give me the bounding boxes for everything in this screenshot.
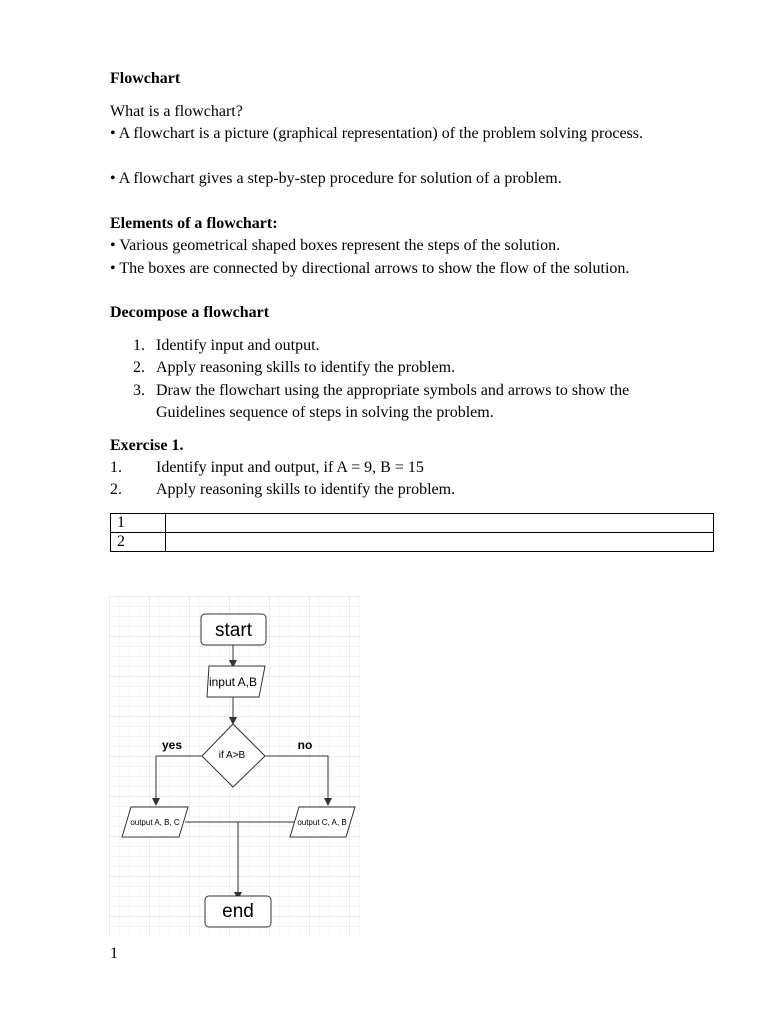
decompose-step-num-2: 2. (133, 359, 145, 376)
input-label: input A,B (208, 675, 258, 689)
decompose-step-1: Identify input and output. (156, 337, 320, 354)
table-row (111, 533, 714, 552)
end-label: end (222, 901, 254, 922)
elements-bullet-1: • Various geometrical shaped boxes represent the steps of the solution. (110, 237, 561, 254)
decompose-step-3: Draw the flowchart using the appropriate symbols and arrows to show the (156, 382, 630, 399)
exercise-item-num-1: 1. (110, 459, 122, 476)
exercise-item-num-2: 2. (110, 481, 122, 498)
table-cell-num: 1 (111, 514, 166, 533)
exercise-heading: Exercise 1. (110, 437, 184, 454)
yes-label: yes (161, 738, 183, 752)
exercise-item-2: Apply reasoning skills to identify the problem. (156, 481, 456, 498)
intro-bullet-1: • A flowchart is a picture (graphical representation) of the problem solving process. (110, 125, 643, 142)
decompose-heading: Decompose a flowchart (110, 304, 270, 321)
intro-bullet-2: • A flowchart gives a step-by-step procedure for solution of a problem. (110, 170, 562, 187)
table-row (111, 514, 714, 533)
table-cell-answer[interactable] (166, 533, 714, 552)
elements-heading: Elements of a flowchart: (110, 215, 278, 232)
decision-label: if A>B (218, 750, 246, 761)
decompose-step-3-cont: Guidelines sequence of steps in solving the problem. (156, 404, 494, 421)
page-number: 1 (110, 945, 118, 962)
table-cell-answer[interactable] (166, 514, 714, 533)
start-label: start (215, 620, 252, 641)
intro-question: What is a flowchart? (110, 103, 243, 120)
output-left-label: output A, B, C (130, 818, 180, 827)
elements-bullet-2: • The boxes are connected by directional arrows to show the flow of the solution. (110, 260, 630, 277)
decompose-step-num-3: 3. (133, 382, 145, 399)
decompose-step-num-1: 1. (133, 337, 145, 354)
page-title: Flowchart (110, 70, 181, 87)
output-right-label: output C, A, B (297, 818, 347, 827)
flowchart-diagram (109, 596, 361, 936)
table-cell-num: 2 (111, 533, 166, 552)
no-label: no (297, 738, 313, 752)
exercise-table (110, 513, 714, 552)
exercise-item-1: Identify input and output, if A = 9, B = 15 (156, 459, 424, 476)
decompose-step-2: Apply reasoning skills to identify the problem. (156, 359, 456, 376)
